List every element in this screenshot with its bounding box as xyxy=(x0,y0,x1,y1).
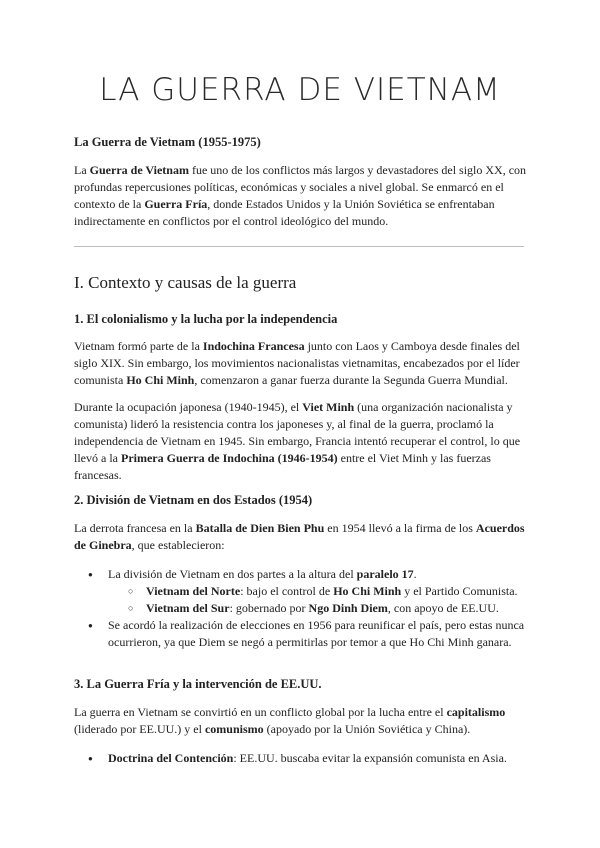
intro-bold-1: Guerra de Vietnam xyxy=(89,163,189,177)
text: Vietnam formó parte de la xyxy=(74,339,203,353)
text: Se acordó la realización de elecciones en 1956 para reunificar el país, pero estas nunca ocurrieron, ya que Diem se negó a permitirlas por temor a que Ho Chi Minh ganara. xyxy=(108,618,525,649)
bold-text: comunismo xyxy=(204,722,264,736)
text: , que establecieron: xyxy=(131,538,225,552)
bold-text: Vietnam del Sur xyxy=(146,601,230,615)
bold-text: Viet Minh xyxy=(302,400,355,414)
intro-text-3: , donde Estados Unidos y la Unión Soviética se enfrentaban indirectamente en conflictos por el control ideológico del mundo. xyxy=(74,197,495,228)
bold-text: capitalismo xyxy=(446,705,506,719)
intro-bold-2: Guerra Fría xyxy=(144,197,208,211)
intro-heading: La Guerra de Vietnam (1955-1975) xyxy=(74,135,261,149)
bold-text: Ho Chi Minh xyxy=(126,373,195,387)
intro-text-1: La xyxy=(74,163,90,177)
document-title: LA GUERRA DE VIETNAM xyxy=(99,72,501,108)
sub1-heading: 1. El colonialismo y la lucha por la independencia xyxy=(74,312,338,326)
sub3-list xyxy=(74,750,530,767)
text: La guerra en Vietnam se convirtió en un conflicto global por la lucha entre el xyxy=(74,705,447,719)
text: en 1954 llevó a la firma de los xyxy=(324,521,476,535)
list-item xyxy=(74,566,530,617)
text: . xyxy=(413,567,417,581)
intro-paragraph xyxy=(74,162,530,230)
text: , comenzaron a ganar fuerza durante la Segunda Guerra Mundial. xyxy=(194,373,508,387)
list-item xyxy=(74,617,530,651)
bold-text: Doctrina del Contención xyxy=(108,751,234,765)
sub1-paragraph-2 xyxy=(74,399,530,484)
section1-heading: I. Contexto y causas de la guerra xyxy=(74,273,297,292)
bold-text: Ho Chi Minh xyxy=(333,584,402,598)
text: : bajo el control de xyxy=(240,584,334,598)
bold-text: Acuerdos de Ginebra xyxy=(74,521,525,552)
bold-text: Indochina Francesa xyxy=(202,339,305,353)
text: La derrota francesa en la xyxy=(74,521,196,535)
text: y el Partido Comunista. xyxy=(401,584,518,598)
text: Durante la ocupación japonesa (1940-1945), el xyxy=(74,400,303,414)
text: (una organización nacionalista y comunista) lideró la resistencia contra los japoneses y, al final de la guerra, proclamó la independencia de Vietnam en 1945. Sin embargo, Francia intentó recuperar el control, lo que llevó a la xyxy=(74,400,521,465)
sub-list-item xyxy=(108,600,530,617)
sub3-paragraph xyxy=(74,704,530,738)
bold-text: Vietnam del Norte xyxy=(146,584,241,598)
bold-text: Batalla de Dien Bien Phu xyxy=(195,521,325,535)
sub1-paragraph-1 xyxy=(74,338,530,389)
sub2-heading: 2. División de Vietnam en dos Estados (1954) xyxy=(74,493,313,507)
sub3-heading: 3. La Guerra Fría y la intervención de EE.UU. xyxy=(74,677,322,691)
text: (liderado por EE.UU.) y el xyxy=(74,722,205,736)
horizontal-divider xyxy=(74,246,524,247)
text: : gobernado por xyxy=(229,601,309,615)
sub-list-item xyxy=(108,583,530,600)
bold-text: Ngo Dinh Diem xyxy=(308,601,388,615)
sub2-paragraph xyxy=(74,520,530,554)
intro-text-2: fue uno de los conflictos más largos y devastadores del siglo XX, con profundas repercusiones políticas, económicas y sociales a nivel global. Se enmarcó en el contexto de la xyxy=(74,163,527,211)
bold-text: Primera Guerra de Indochina (1946-1954) xyxy=(120,451,338,465)
sub2-list xyxy=(74,566,530,651)
text: junto con Laos y Camboya desde finales del siglo XIX. Sin embargo, los movimientos nacionalistas vietnamitas, encabezados por el líder comunista xyxy=(74,339,520,387)
text: , con apoyo de EE.UU. xyxy=(387,601,499,615)
bold-text: paralelo 17 xyxy=(356,567,414,581)
text: (apoyado por la Unión Soviética y China). xyxy=(263,722,471,736)
text: entre el Viet Minh y las fuerzas francesas. xyxy=(74,451,491,482)
text: : EE.UU. buscaba evitar la expansión comunista en Asia. xyxy=(233,751,507,765)
list-item xyxy=(74,750,530,767)
text: La división de Vietnam en dos partes a la altura del xyxy=(108,567,357,581)
